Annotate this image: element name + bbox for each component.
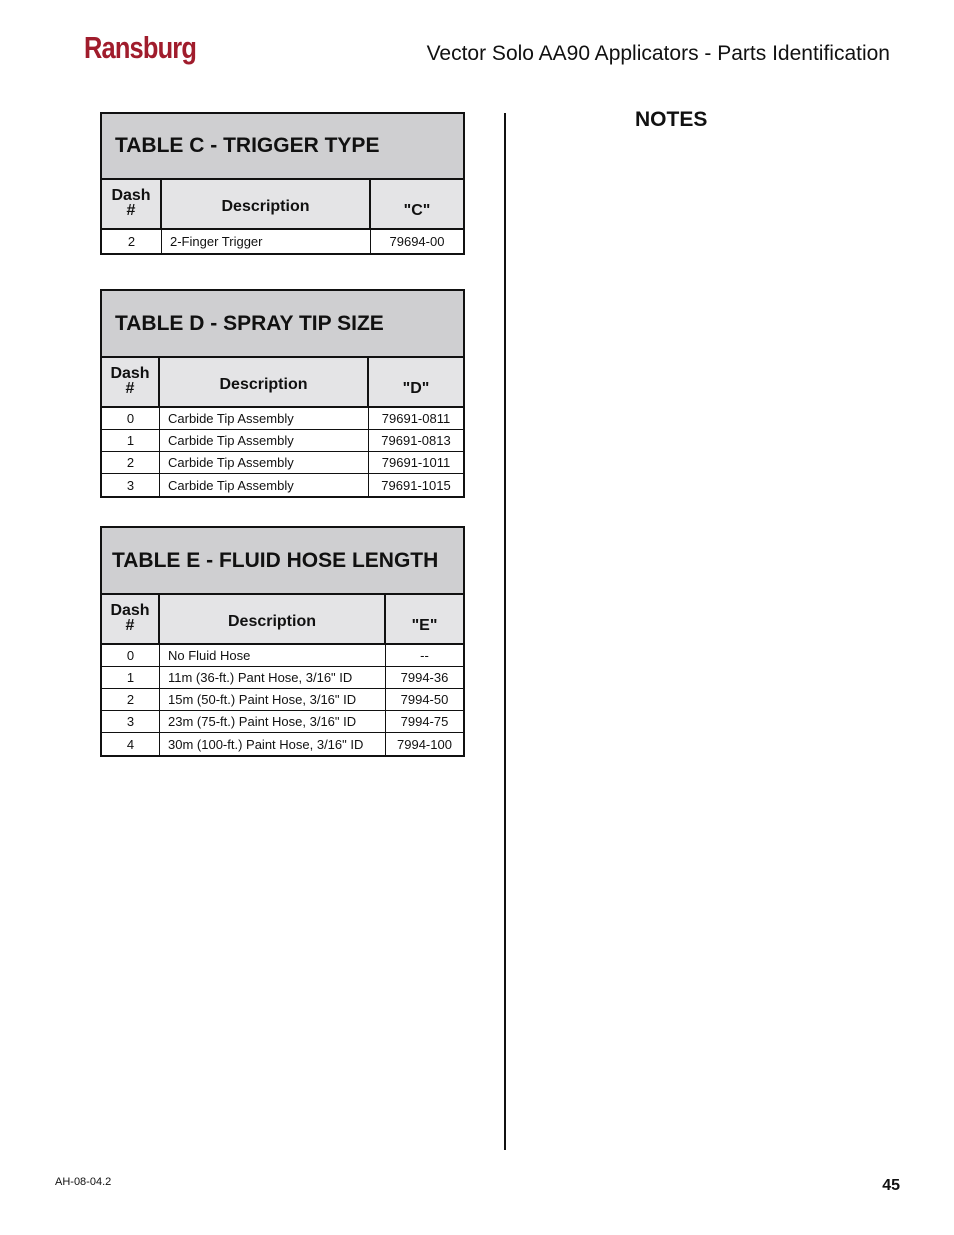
part-number-cell: 7994-75 [400, 714, 449, 729]
description-cell: Carbide Tip Assembly [160, 430, 369, 451]
description-column-header: Description [162, 180, 371, 228]
dash-cell: 1 [102, 667, 160, 688]
part-number-cell: 79691-1015 [381, 477, 451, 493]
table-row [102, 230, 463, 253]
table-title [102, 291, 463, 358]
dash-cell: 2 [102, 452, 160, 473]
table-row [102, 733, 463, 755]
part-number-cell: 79691-1011 [381, 455, 451, 470]
dash-column-header: Dash # [102, 358, 160, 406]
description-cell: No Fluid Hose [160, 645, 386, 666]
table-e-fluid-hose-length [100, 526, 465, 757]
description-column-header: Description [160, 358, 369, 406]
dash-column-header: Dash # [102, 595, 160, 643]
table-header [102, 180, 463, 230]
table-body [102, 645, 463, 755]
table-header [102, 358, 463, 408]
table-title-text: TABLE E - FLUID HOSE LENGTH [112, 548, 439, 572]
table-row [102, 689, 463, 711]
table-row [102, 711, 463, 733]
dash-cell: 2 [102, 689, 160, 710]
part-number-cell: 79694-00 [389, 234, 445, 249]
part-column-header: "D" [402, 380, 430, 397]
dash-cell: 3 [102, 711, 160, 732]
dash-cell: 4 [102, 733, 160, 755]
dash-cell: 0 [102, 645, 160, 666]
description-cell: 23m (75-ft.) Paint Hose, 3/16" ID [160, 711, 386, 732]
table-row [102, 452, 463, 474]
description-cell: Carbide Tip Assembly [160, 408, 369, 429]
document-title: Vector Solo AA90 Applicators - Parts Identification [426, 42, 890, 65]
part-column-header: "E" [411, 617, 438, 634]
column-divider [504, 113, 506, 1150]
part-number-cell: 79691-0813 [381, 433, 451, 448]
part-number-cell: 7994-100 [397, 736, 452, 752]
table-d-spray-tip-size [100, 289, 465, 498]
dash-column-header: Dash # [102, 180, 162, 228]
dash-cell: 2 [102, 230, 162, 253]
part-number-cell: -- [420, 648, 429, 663]
dash-cell: 0 [102, 408, 160, 429]
table-title [102, 114, 463, 180]
description-cell: 2-Finger Trigger [162, 230, 371, 253]
part-number-cell: 7994-36 [400, 670, 449, 685]
description-cell: 15m (50-ft.) Paint Hose, 3/16" ID [160, 689, 386, 710]
description-cell: Carbide Tip Assembly [160, 474, 369, 496]
part-column-header: "C" [403, 202, 431, 219]
table-row [102, 430, 463, 452]
page-number: 45 [882, 1177, 900, 1194]
table-body [102, 230, 463, 253]
table-title-text: TABLE D - SPRAY TIP SIZE [115, 311, 384, 335]
table-body [102, 408, 463, 496]
notes-heading: NOTES [635, 108, 708, 131]
ransburg-logo: Ransburg [84, 30, 197, 65]
table-row [102, 408, 463, 430]
part-number-cell: 79691-0811 [381, 411, 451, 426]
dash-cell: 1 [102, 430, 160, 451]
table-row [102, 667, 463, 689]
description-column-header: Description [160, 595, 386, 643]
description-cell: 11m (36-ft.) Pant Hose, 3/16" ID [160, 667, 386, 688]
description-cell: 30m (100-ft.) Paint Hose, 3/16" ID [160, 733, 386, 755]
description-cell: Carbide Tip Assembly [160, 452, 369, 473]
table-row [102, 474, 463, 496]
table-title-text: TABLE C - TRIGGER TYPE [115, 134, 380, 157]
table-header [102, 595, 463, 645]
part-number-cell: 7994-50 [400, 692, 449, 707]
document-number: AH-08-04.2 [55, 1176, 112, 1188]
table-row [102, 645, 463, 667]
table-c-trigger-type [100, 112, 465, 255]
table-title [102, 528, 463, 595]
dash-cell: 3 [102, 474, 160, 496]
